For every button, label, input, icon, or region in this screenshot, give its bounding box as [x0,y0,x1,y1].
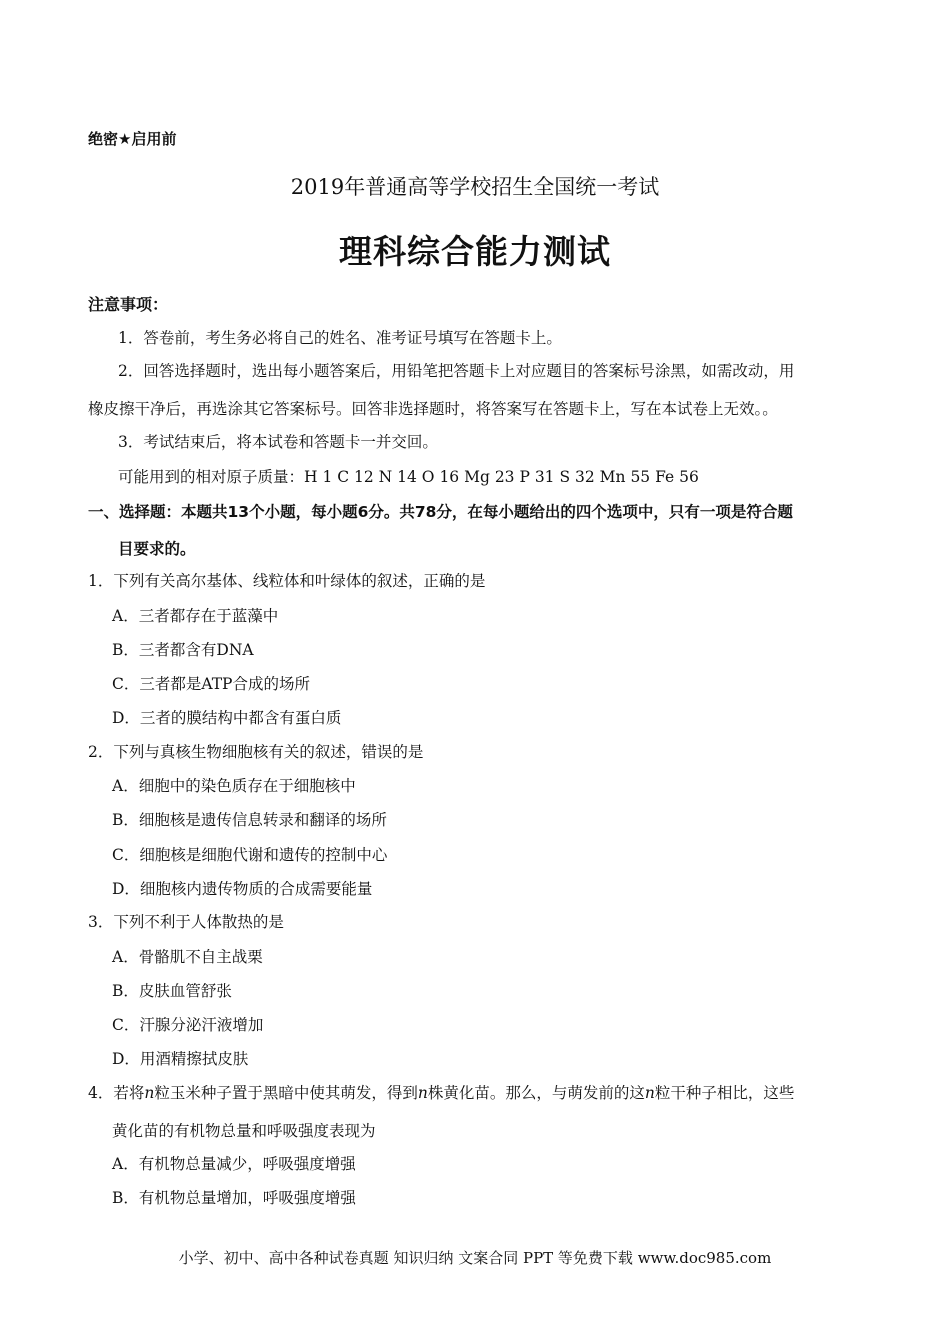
question-3-stem: 3．下列不利于人体散热的是 [88,913,284,931]
atomic-masses: 可能用到的相对原子质量：H 1 C 12 N 14 O 16 Mg 23 P 31 S 32 Mn 55 Fe 56 [118,468,699,486]
subject-title: 理科综合能力测试 [339,232,611,271]
question-1-stem: 1．下列有关高尔基体、线粒体和叶绿体的叙述，正确的是 [88,572,486,590]
variable-n: n [144,1084,155,1102]
question-2-stem: 2．下列与真核生物细胞核有关的叙述，错误的是 [88,743,424,761]
question-3-option-c: C．汗腺分泌汗液增加 [112,1016,264,1034]
question-4-stem-line-2: 黄化苗的有机物总量和呼吸强度表现为 [112,1122,376,1140]
notice-item-2-line-2: 橡皮擦干净后，再选涂其它答案标号。回答非选择题时，将答案写在答题卡上，写在本试卷上无效。。 [88,400,778,418]
section-heading-line-2: 目要求的。 [118,540,196,558]
question-2-option-a: A．细胞中的染色质存在于细胞核中 [112,777,356,795]
question-3-option-a: A．骨骼肌不自主战栗 [112,948,263,966]
variable-n: n [417,1084,428,1102]
footer-banner: 小学、初中、高中各种试卷真题 知识归纳 文案合同 PPT 等免费下载 www.doc985.com [178,1249,772,1267]
question-4-option-b: B．有机物总量增加，呼吸强度增强 [112,1189,356,1207]
question-2-option-c: C．细胞核是细胞代谢和遗传的控制中心 [112,846,388,864]
question-1-option-c: C．三者都是ATP合成的场所 [112,675,310,693]
section-heading-line-1: 一、选择题：本题共13个小题，每小题6分。共78分，在每小题给出的四个选项中，只有一项是符合题 [88,503,793,521]
notice-item-2-line-1: 2．回答选择题时，选出每小题答案后，用铅笔把答题卡上对应题目的答案标号涂黑，如需改动，用 [118,362,795,380]
question-2-option-b: B．细胞核是遗传信息转录和翻译的场所 [112,811,387,829]
question-3-option-b: B．皮肤血管舒张 [112,982,232,1000]
notice-item-1: 1．答卷前，考生务必将自己的姓名、准考证号填写在答题卡上。 [118,329,562,347]
notice-item-3: 3．考试结束后，将本试卷和答题卡一并交回。 [118,433,438,451]
variable-n: n [644,1084,655,1102]
exam-title: 2019年普通高等学校招生全国统一考试 [290,175,660,199]
question-2-option-d: D．细胞核内遗传物质的合成需要能量 [112,880,373,898]
question-1-option-b: B．三者都含有DNA [112,641,254,659]
question-3-option-d: D．用酒精擦拭皮肤 [112,1050,249,1068]
question-1-option-a: A．三者都存在于蓝藻中 [112,607,279,625]
notice-heading: 注意事项： [88,295,169,314]
question-1-option-d: D．三者的膜结构中都含有蛋白质 [112,709,342,727]
question-4-option-a: A．有机物总量减少，呼吸强度增强 [112,1155,356,1173]
question-4-stem-line-1: 4．若将n粒玉米种子置于黑暗中使其萌发，得到n株黄化苗。那么，与萌发前的这n粒干种子相比，这些 [88,1084,795,1102]
confidential-label: 绝密★启用前 [88,130,177,148]
